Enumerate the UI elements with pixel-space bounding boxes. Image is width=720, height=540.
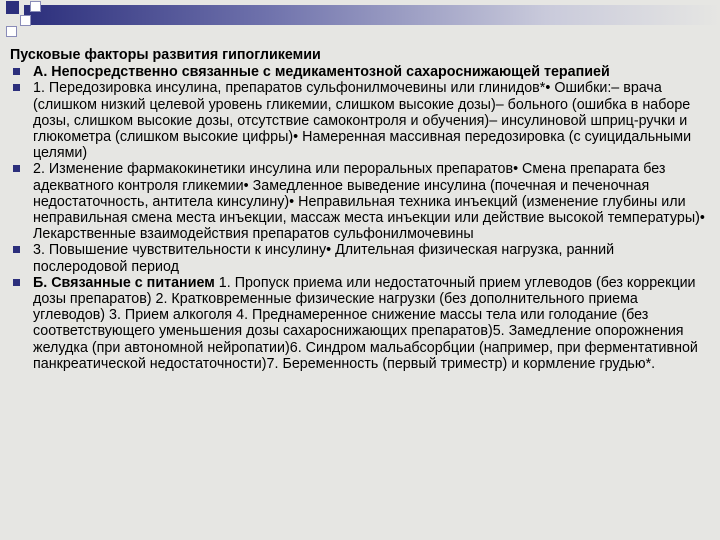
list-item [10, 64, 710, 80]
item-text: 1. Пропуск приема или недостаточный прием углеводов (без коррекции дозы препаратов) 2. Кратковременные физические нагрузки (без дополнительного приема углеводов) 3. Прием алкоголя 4. Преднамеренное снижение массы тела или голодание (без соответствующего уменьшения дозы сахароснижающих препаратов)5. Замедление опорожнения желудка (при автономной нейропатии)6. Синдром мальабсорбции (например, при ферментативной панкреатической недостаточности)7. Беременность (первый триместр) и кормление грудью*. [33, 274, 698, 372]
bullet-square-icon [13, 246, 20, 253]
slide-content [10, 47, 710, 372]
list-item [10, 161, 710, 242]
header-decoration [0, 0, 720, 44]
bullet-square-icon [13, 279, 20, 286]
list-item [10, 275, 710, 372]
decor-square [6, 26, 17, 37]
list-item [10, 242, 710, 274]
decor-square [6, 1, 19, 14]
bullet-list [10, 64, 710, 372]
slide-title: Пусковые факторы развития гипогликемии [10, 47, 321, 63]
item-heading: Б. Связанные с питанием [33, 274, 215, 291]
bullet-square-icon [13, 84, 20, 91]
item-text: 1. Передозировка инсулина, препаратов сульфонилмочевины или глинидов*• Ошибки:– врача (слишком низкий целевой уровень гликемии, слишком высокие дозы)– больного (ошибка в наборе дозы, слишком высокие дозы, отсутствие самоконтроля и обучения)– инсулиновой шприц-ручки и глюкометра (слишком высокие цифры)• Намеренная массивная передозировка (с суицидальными целями) [33, 80, 692, 162]
decor-square [30, 1, 41, 12]
item-text: 3. Повышение чувствительности к инсулину• Длительная физическая нагрузка, ранний послеродовой период [33, 242, 615, 275]
decor-square [20, 15, 31, 26]
list-item [10, 80, 710, 161]
item-text: 2. Изменение фармакокинетики инсулина или пероральных препаратов• Смена препарата без адекватного контроля гликемии• Замедленное выведение инсулина (почечная и печеночная недостаточность, антитела кинсулину)• Неправильная техника инъекций (изменение глубины или неправильная смена места инъекции, массаж места инъекции или действие высокой температуры)• Лекарственные взаимодействия препаратов сульфонилмочевины [33, 161, 705, 243]
bullet-square-icon [13, 68, 20, 75]
item-text: А. Непосредственно связанные с медикаментозной сахароснижающей терапией [33, 64, 610, 81]
header-gradient-bar [24, 5, 720, 25]
bullet-square-icon [13, 165, 20, 172]
